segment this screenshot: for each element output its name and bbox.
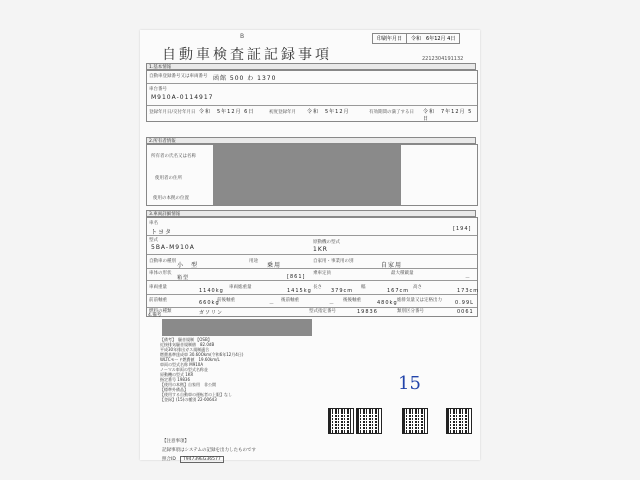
note-line: 指定番号 19836 — [160, 377, 190, 382]
ff-label: 前前軸重 — [149, 298, 167, 303]
notice-label: 【注意事項】 — [162, 439, 189, 444]
note-line: 【標準外備品】 — [160, 387, 188, 392]
body-code: [861] — [287, 274, 306, 280]
body-value: 箱型 — [177, 275, 190, 281]
fuel-value: ガソリン — [199, 310, 224, 316]
width-value: 167cm — [387, 288, 410, 294]
section2-header: 2.所有者情報 — [146, 137, 476, 144]
owner-addr-label: 使用者の住所 — [155, 176, 182, 181]
note-line: 【使用する自動車の運転者の上限】なし — [160, 392, 232, 397]
make-label: 車名 — [149, 221, 158, 226]
rr-value: 480kg — [377, 300, 398, 306]
note-line: ノーマル車両の型式名称並 — [160, 367, 208, 372]
mtype-label: 型式指定番号 — [309, 309, 336, 314]
cap-label: 乗車定員 — [313, 271, 331, 276]
inspection-certificate — [140, 30, 480, 460]
maxload-label: 最大積載量 — [391, 271, 414, 276]
issue-date-box — [372, 33, 460, 44]
reg-value: 函館 500 わ 1370 — [213, 75, 277, 82]
document-number: 2212304191132 — [422, 56, 464, 62]
page-title: 自動車検査証記録事項 — [162, 47, 332, 63]
fr-label: 前後軸重 — [217, 298, 235, 303]
length-label: 長さ — [313, 285, 322, 290]
first-reg-label: 登録年月日/交付年月日 — [149, 110, 196, 115]
disp-value: 0.99L — [455, 300, 474, 306]
owner-name-label: 所有者の氏名又は名称 — [151, 154, 196, 159]
note-line: 燃費基準達成車 30.60Okm(令和6年12月4日) — [160, 352, 244, 357]
section1-header: 1.基本情報 — [146, 63, 476, 70]
class-value: 小 型 — [177, 262, 199, 269]
chassis-label: 車台番号 — [149, 87, 167, 92]
weight-label: 車両重量 — [149, 285, 167, 290]
biz-label: 自家用・事業用の別 — [313, 259, 354, 264]
issue-label: 印刷年月日 — [377, 36, 403, 42]
use-label: 用途 — [249, 259, 258, 264]
qr-code — [446, 408, 472, 434]
model-label: 型式 — [149, 238, 158, 243]
note-line: 近接排気騒音規制値 82.0dB — [160, 342, 215, 347]
cat-label: 類別区分番号 — [397, 309, 424, 314]
first-ym-value: 令和 5年12月 — [307, 109, 350, 115]
section1-box — [146, 70, 478, 122]
qr-code — [356, 408, 382, 434]
gross-value: 1415kg — [287, 288, 312, 294]
chassis-value: M910A-0114917 — [151, 94, 214, 101]
header-mark: B — [240, 33, 245, 40]
expiry-value: 令和 7年12月 5日 — [423, 109, 473, 122]
height-value: 173cm — [457, 288, 480, 294]
issue-date: 令和 6年12月 4日 — [406, 34, 459, 43]
ff-value: 660kg — [199, 300, 220, 306]
note-line: 【備考】 騒音規制 【OSB】 — [160, 337, 212, 342]
first-reg-value: 令和 5年12月 6日 — [199, 109, 255, 115]
rr-label: 後後軸重 — [343, 298, 361, 303]
note-line: 車両の型式名称 M910A — [160, 362, 204, 367]
note-line: 平成30年排出ガス規制適合 — [160, 347, 210, 352]
engine-label: 原動機の型式 — [313, 240, 340, 245]
qr-code — [402, 408, 428, 434]
section4-header: 4.備考 — [148, 313, 162, 318]
model-value: 5BA-M910A — [151, 244, 195, 251]
biz-value: 自家用 — [381, 262, 403, 269]
gross-label: 車両総重量 — [229, 285, 252, 290]
make-code: [194] — [453, 226, 472, 232]
width-label: 幅 — [361, 285, 366, 290]
id-label: 照合ID — [162, 457, 176, 462]
note-line: WLTCモード燃費値 19.60km/L — [160, 357, 220, 362]
note-line: 原動機の型式 1KR — [160, 372, 194, 377]
fuel-label: 燃料の種類 — [149, 309, 172, 314]
handwritten-note: 15 — [398, 373, 421, 394]
body-label: 車体の形状 — [149, 271, 172, 276]
engine-value: 1KR — [313, 246, 328, 253]
mtype-value: 19836 — [357, 309, 378, 315]
weight-value: 1140kg — [199, 288, 224, 294]
section3-header: 3.車両詳細情報 — [146, 210, 476, 217]
redacted-note — [162, 319, 312, 336]
reg-label: 自動車登録番号又は車両番号 — [149, 74, 208, 79]
notes-block — [160, 337, 350, 402]
make-value: トヨタ — [151, 229, 173, 236]
notice-text: 記録事項はシステムの記録を出力したものです — [162, 448, 257, 453]
rf-label: 後前軸重 — [281, 298, 299, 303]
section2-box — [146, 144, 478, 206]
cat-value: 0061 — [457, 309, 474, 315]
class-label: 自動車の種別 — [149, 259, 176, 264]
rf-value: － — [329, 301, 336, 307]
note-line: 【登録】(15)の種別 22-00643 — [160, 397, 217, 402]
base-label: 使用の本拠の位置 — [153, 196, 189, 201]
id-value: T94739EG36577 — [180, 456, 224, 463]
qr-code — [328, 408, 354, 434]
maxload-value: － — [465, 275, 472, 281]
section3-box — [146, 217, 478, 317]
use-value: 乗用 — [267, 262, 282, 269]
length-value: 379cm — [331, 288, 354, 294]
expiry-label: 有効期間の満了する日 — [369, 110, 414, 115]
redacted-block — [213, 145, 401, 205]
fr-value: － — [269, 301, 276, 307]
first-ym-label: 初度登録年月 — [269, 110, 296, 115]
note-line: 【使用の本拠】自家用 非公開 — [160, 382, 216, 387]
disp-label: 総排気量又は定格出力 — [397, 298, 442, 303]
height-label: 高さ — [413, 285, 422, 290]
